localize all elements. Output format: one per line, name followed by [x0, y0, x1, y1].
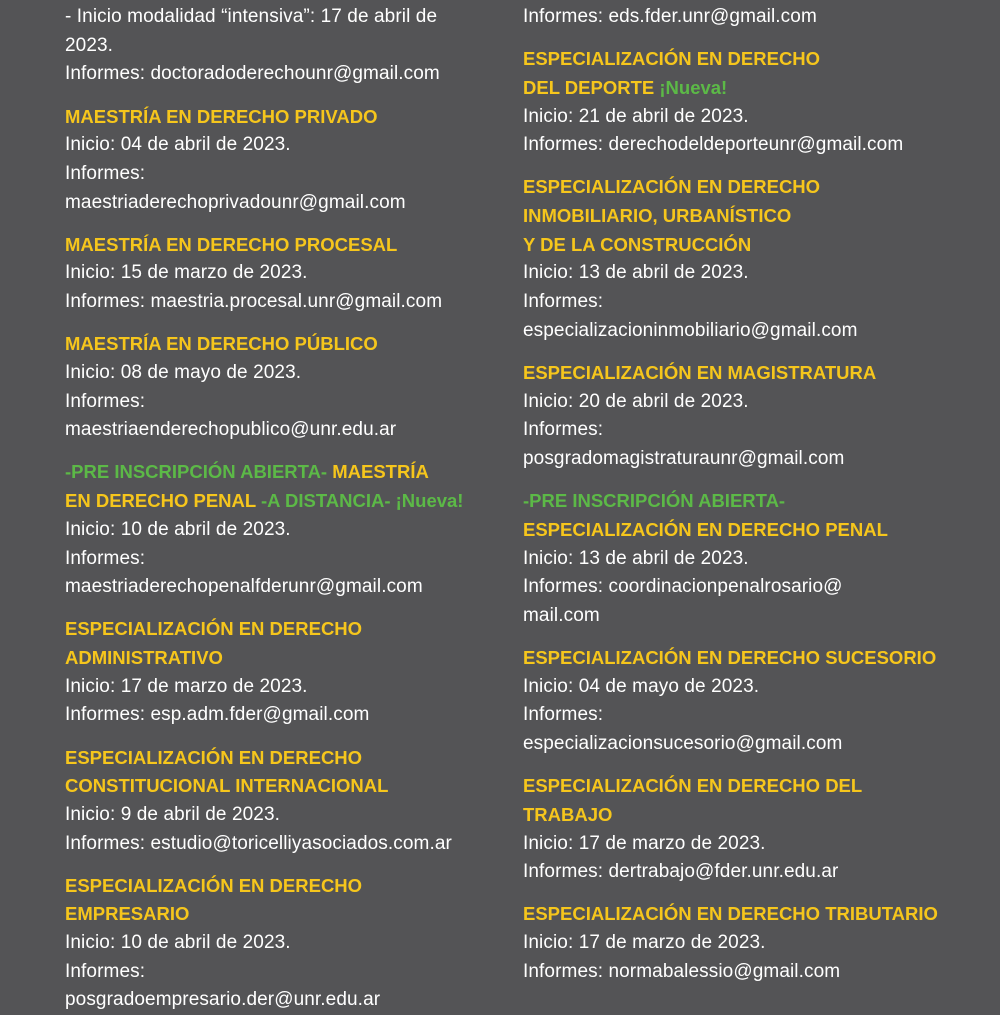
- program-contact-email: Informes: dertrabajo@fder.unr.edu.ar: [523, 861, 839, 883]
- program-title: ESPECIALIZACIÓN EN MAGISTRATURA: [523, 361, 877, 383]
- program-start: Inicio: 10 de abril de 2023.: [65, 518, 291, 540]
- program-start: Inicio: 13 de abril de 2023.: [523, 262, 749, 284]
- program-contact-label: Informes:: [523, 291, 604, 313]
- program-title-part2: DEL DEPORTE: [523, 76, 655, 98]
- program-title: ESPECIALIZACIÓN EN DERECHO PENAL: [523, 518, 888, 540]
- program-start: Inicio: 15 de marzo de 2023.: [65, 262, 308, 284]
- program-title: ESPECIALIZACIÓN EN DERECHO: [65, 618, 363, 640]
- program-title: ESPECIALIZACIÓN EN DERECHO: [523, 48, 821, 70]
- program-start: Inicio: 17 de marzo de 2023.: [65, 675, 308, 697]
- program-title: [65, 458, 510, 487]
- program-contact-email: maestriaderechoprivadounr@gmail.com: [65, 191, 406, 213]
- program-contact-email: Informes: maestria.procesal.unr@gmail.com: [65, 291, 443, 313]
- program-start: Inicio: 13 de abril de 2023.: [523, 547, 749, 569]
- program-contact-label: Informes:: [523, 419, 604, 441]
- program-esp-trabajo: [523, 772, 983, 887]
- program-esp-administrativo: [65, 615, 510, 730]
- program-title-line2: TRABAJO: [523, 803, 613, 825]
- program-start: Inicio: 04 de mayo de 2023.: [523, 675, 760, 697]
- program-title-line2: CONSTITUCIONAL INTERNACIONAL: [65, 775, 389, 797]
- program-start: Inicio: 9 de abril de 2023.: [65, 803, 281, 825]
- program-start: Inicio: 10 de abril de 2023.: [65, 932, 291, 954]
- left-column: [65, 3, 510, 1000]
- program-contact-email: posgradomagistraturaunr@gmail.com: [523, 448, 845, 470]
- program-maestria-penal: [65, 458, 510, 602]
- program-contact-label: Informes:: [65, 960, 146, 982]
- program-start: Inicio: 17 de marzo de 2023.: [523, 932, 766, 954]
- program-title: MAESTRÍA EN DERECHO PRIVADO: [65, 105, 378, 127]
- program-title-line3: Y DE LA CONSTRUCCIÓN: [523, 233, 752, 255]
- doctorado-continuation: [65, 3, 510, 89]
- program-maestria-publico: [65, 330, 510, 445]
- program-title-line2: EMPRESARIO: [65, 903, 190, 925]
- program-title: ESPECIALIZACIÓN EN DERECHO TRIBUTARIO: [523, 903, 938, 925]
- program-contact-email: maestriaenderechopublico@unr.edu.ar: [65, 419, 397, 441]
- program-contact-label: Informes:: [65, 390, 146, 412]
- cut-off-email: posgradoempresario.der@unr.edu.ar: [65, 989, 381, 1010]
- program-start: Inicio: 08 de mayo de 2023.: [65, 361, 302, 383]
- program-title-line2: [523, 74, 983, 103]
- program-title: MAESTRÍA EN DERECHO PROCESAL: [65, 233, 398, 255]
- program-title-part2: EN DERECHO PENAL: [65, 490, 256, 512]
- program-start: Inicio: 04 de abril de 2023.: [65, 134, 291, 156]
- program-esp-deporte: [523, 45, 983, 160]
- program-esp-penal: [523, 487, 983, 631]
- program-title: ESPECIALIZACIÓN EN DERECHO DEL: [523, 775, 863, 797]
- new-badge: ¡Nueva!: [654, 76, 728, 98]
- intensiva-year-line: 2023.: [65, 34, 114, 56]
- program-contact-email: Informes: eds.fder.unr@gmail.com: [523, 6, 817, 27]
- program-title-line2: INMOBILIARIO, URBANÍSTICO: [523, 205, 792, 226]
- distance-new-badge: -A DISTANCIA- ¡Nueva!: [255, 490, 464, 512]
- program-contact-email: Informes: esp.adm.fder@gmail.com: [65, 704, 370, 726]
- program-title: ESPECIALIZACIÓN EN DERECHO: [65, 874, 363, 896]
- program-title: ESPECIALIZACIÓN EN DERECHO: [523, 176, 821, 198]
- program-esp-sucesorio: [523, 644, 983, 759]
- program-esp-constitucional: [65, 744, 510, 859]
- program-title-line2: ADMINISTRATIVO: [65, 647, 223, 669]
- program-start: Inicio: 20 de abril de 2023.: [523, 390, 749, 412]
- program-maestria-procesal: [65, 231, 510, 317]
- program-contact-email: Informes: normabalessio@gmail.com: [523, 960, 841, 982]
- program-contact-email-cont: mail.com: [523, 604, 600, 626]
- program-title-part1: MAESTRÍA: [332, 461, 429, 483]
- program-contact-email: Informes: derechodeldeporteunr@gmail.com: [523, 134, 904, 156]
- intensiva-start-line: - Inicio modalidad “intensiva”: 17 de abril de: [65, 6, 438, 27]
- program-title-line2: [65, 487, 510, 516]
- program-esp-magistratura: [523, 359, 983, 474]
- program-esp-inmobiliario: [523, 173, 983, 345]
- program-title: ESPECIALIZACIÓN EN DERECHO SUCESORIO: [523, 647, 937, 669]
- doctorado-contact: Informes: doctoradoderechounr@gmail.com: [65, 63, 440, 85]
- program-contact-label: Informes:: [65, 162, 146, 184]
- program-contact-label: Informes:: [65, 547, 146, 569]
- preinscription-badge: -PRE INSCRIPCIÓN ABIERTA-: [65, 461, 333, 483]
- program-contact-label: Informes:: [523, 704, 604, 726]
- program-esp-tributario: [523, 900, 983, 986]
- program-title: ESPECIALIZACIÓN EN DERECHO: [65, 746, 363, 768]
- preinscription-badge: -PRE INSCRIPCIÓN ABIERTA-: [523, 490, 786, 512]
- program-contact-email: Informes: estudio@toricelliyasociados.com.ar: [65, 832, 452, 854]
- program-esp-empresario: [65, 872, 510, 987]
- program-contact-email: especializacionsucesorio@gmail.com: [523, 733, 843, 755]
- program-contact-email: especializacioninmobiliario@gmail.com: [523, 319, 858, 341]
- right-column: [523, 3, 983, 1000]
- program-title: MAESTRÍA EN DERECHO PÚBLICO: [65, 333, 378, 355]
- program-contact-email: maestriaderechopenalfderunr@gmail.com: [65, 576, 423, 598]
- program-start: Inicio: 17 de marzo de 2023.: [523, 832, 766, 854]
- program-maestria-privado: [65, 103, 510, 218]
- program-contact-email: Informes: coordinacionpenalrosario@: [523, 576, 843, 598]
- previous-program-continuation: [523, 3, 983, 32]
- program-start: Inicio: 21 de abril de 2023.: [523, 105, 749, 127]
